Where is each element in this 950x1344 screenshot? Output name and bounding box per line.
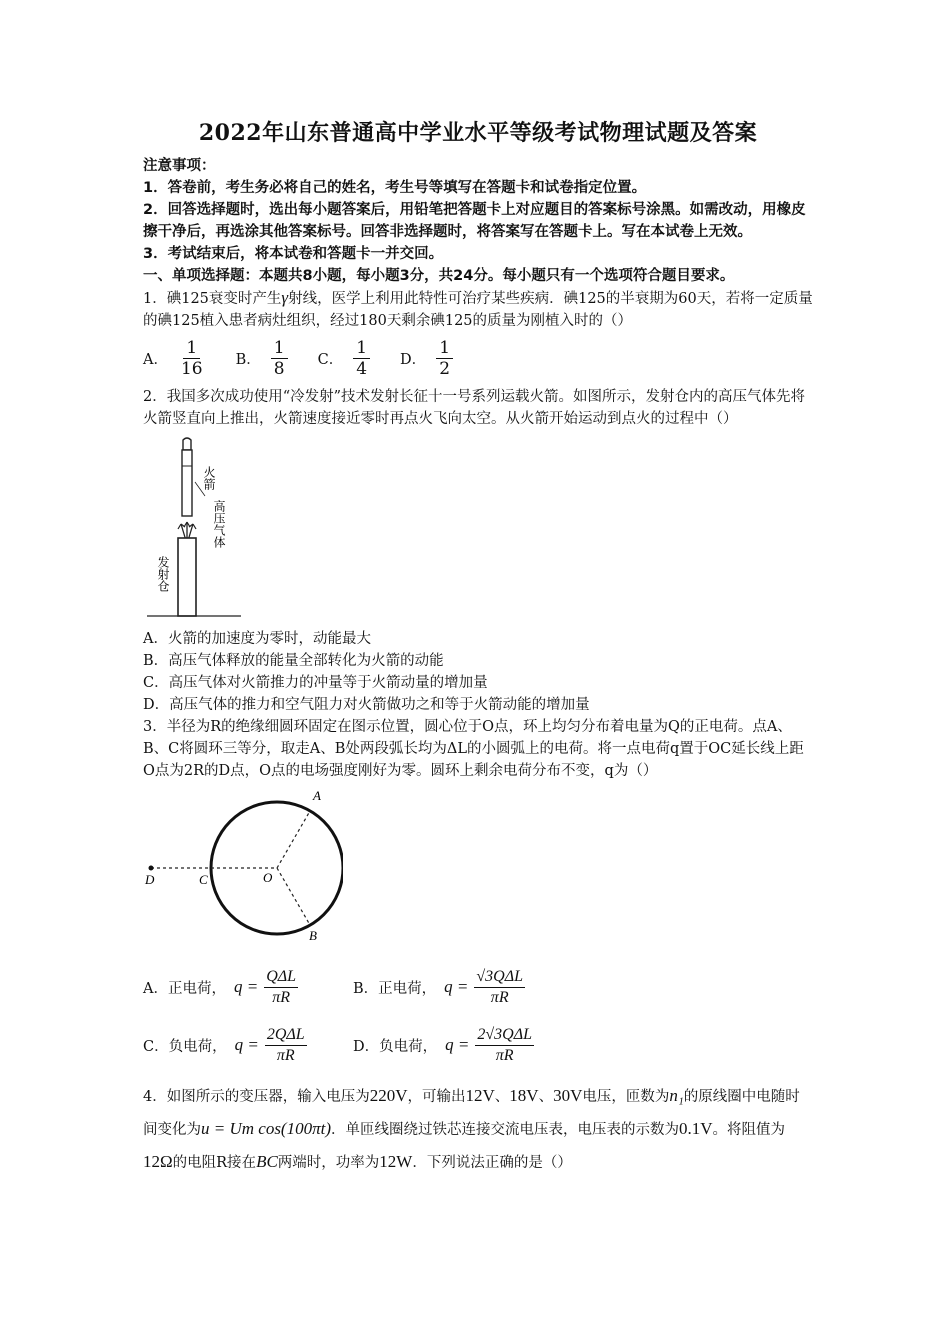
q2-option-a: A．火箭的加速度为零时，动能最大 [143,631,371,647]
label-b: B [309,928,317,943]
question-2-stem: 2．我国多次成功使用“冷发射”技术发射长征十一号系列运载火箭。如图所示，发射仓内的高压气体先将火箭竖直向上推出，火箭速度接近零时再点火飞向太空。从火箭开始运动到点火的过程中（） [143,389,806,427]
label-silo: 发射仓 [156,556,170,592]
section-heading: 一、单项选择题：本题共8小题，每小题3分，共24分。每小题只有一个选项符合题目要求。 [143,268,735,284]
q3-option-b: B．正电荷， q = √3QΔL πR [353,967,524,1006]
rocket-nose [183,438,191,450]
question-1-stem: 1．碘125衰变时产生γ射线，医学上利用此特性可治疗某些疾病．碘125的半衰期为60天，若将一定质量的碘125植入患者病灶组织，经过180天剩余碘125的质量为刚植入时的（） [143,288,813,329]
label-d: D [145,872,155,887]
label-gas: 高压气体 [212,500,226,548]
question-1-options [143,334,813,382]
ring-diagram [143,788,343,948]
line-ob [277,868,310,925]
notice-heading: 注意事项： [143,158,216,174]
notice-item-2: 2．回答选择题时，选出每小题答案后，用铅笔把答题卡上对应题目的答案标号涂黑。如需改动，用橡皮擦干净后，再选涂其他答案标号。回答非选择题时，将答案写在答题卡上。写在本试卷上无效。 [143,202,806,240]
rocket-launch-diagram [143,436,243,618]
question-3-options [143,958,813,1074]
label-c: C [199,872,208,887]
label-o: O [263,870,273,885]
ring-charge-figure [143,788,813,952]
question-3-stem: 3．半径为R的绝缘细圆环固定在图示位置，圆心位于O点，环上均匀分布着电量为Q的正电荷。点A、B、C将圆环三等分，取走A、B处两段弧长均为ΔL的小圆弧上的电荷。将一点电荷q置于OC延长线上距O点为2R的D点，O点的电场强度刚好为零。圆环上剩余电荷分布不变，q为（） [143,719,804,779]
q3-option-c: C．负电荷， q = 2QΔL πR [143,1025,305,1064]
notice-item-3: 3．考试结束后，将本试卷和答题卡一并交回。 [143,246,444,262]
gamma-symbol: γ [281,288,289,307]
page-title: 2022年山东普通高中学业水平等级考试物理试题及答案 [198,120,758,146]
q2-option-d: D．高压气体的推力和空气阻力对火箭做功之和等于火箭动能的增加量 [143,697,590,713]
label-rocket: 火箭 [202,466,216,490]
q2-option-b: B．高压气体释放的能量全部转化为火箭的动能 [143,653,444,669]
exam-page [143,112,813,1194]
rocket-launch-figure [143,436,813,622]
line-oa [277,811,310,868]
launch-silo [178,538,196,616]
q1-option-c: C． $\frac{1}{4}$ [318,338,370,379]
q3-option-d: D．负电荷， q = 2√3QΔL πR [353,1025,532,1064]
question-4-stem: 4．如图所示的变压器，输入电压为220V，可输出12V、18V、30V电压，匝数为n₁的原线圈中电随时间变化为u = Um cos(100πt)．单匝线圈绕过铁芯连接交流电压表，电压表的示数为0.1V。将阻值为12Ω的电阻R接在BC两端时，功率为12W．下列说法正确的是（） [143,1086,800,1171]
notice-item-1: 1．答卷前，考生务必将自己的姓名，考生号等填写在答题卡和试卷指定位置。 [143,180,647,196]
q3-option-a: A．正电荷， q = QΔL πR [143,967,297,1006]
q1-option-a: A． $\frac{1}{16}$ [143,338,206,379]
q1-option-d: D． $\frac{1}{2}$ [400,338,453,379]
fraction: $\frac{1}{4}$ [353,338,370,379]
fraction: $\frac{1}{8}$ [271,338,288,379]
fraction: $\frac{1}{2}$ [436,338,453,379]
q2-option-c: C．高压气体对火箭推力的冲量等于火箭动量的增加量 [143,675,488,691]
label-a: A [313,788,321,803]
point-d [149,866,154,871]
fraction: $\frac{1}{16}$ [180,337,203,379]
q1-option-b: B． $\frac{1}{8}$ [236,338,288,379]
rocket-body [182,450,192,516]
